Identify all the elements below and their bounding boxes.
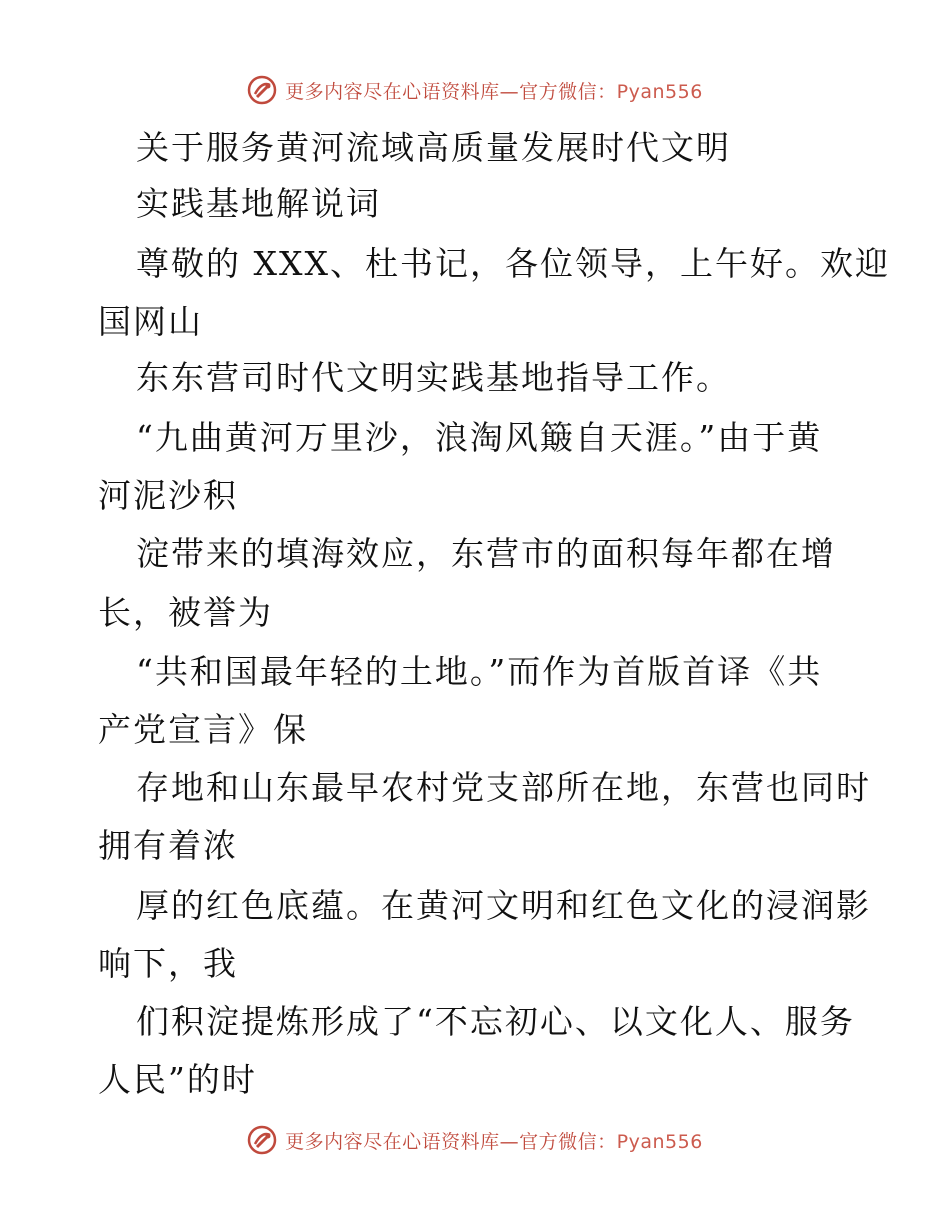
watermark-text: 更多内容尽在心语资料库—官方微信： [285,80,617,103]
text-line: 河泥沙积 [98,476,238,515]
text-line: 尊敬的 XXX、杜书记，各位领导，上午好。欢迎 [136,244,890,283]
text-line: 存地和山东最早农村党支部所在地，东营也同时 [136,768,871,807]
text-line: “九曲黄河万里沙，浪淘风簸自天涯。”由于黄 [136,418,823,457]
text-line: 人民”的时 [98,1060,257,1099]
text-line: 厚的红色底蕴。在黄河文明和红色文化的浸润影 [136,886,871,925]
header-watermark [0,70,950,110]
footer-watermark [0,1120,950,1160]
library-logo-icon [247,1125,277,1155]
title-line-2: 实践基地解说词 [136,184,381,223]
text-line: “共和国最年轻的土地。”而作为首版首译《共 [136,652,823,691]
text-line: 长，被誉为 [98,593,273,632]
text-line: 东东营司时代文明实践基地指导工作。 [136,358,731,397]
library-logo-icon [247,75,277,105]
text-line: 产党宣言》保 [98,710,308,749]
text-line: 响下，我 [98,944,238,983]
text-line: 淀带来的填海效应，东营市的面积每年都在增 [136,534,836,573]
text-line: 们积淀提炼形成了“不忘初心、以文化人、服务 [136,1002,855,1041]
watermark-id: Pyan556 [616,1130,703,1153]
watermark-id: Pyan556 [616,80,703,103]
text-line: 国网山 [98,302,203,341]
title-line-1: 关于服务黄河流域高质量发展时代文明 [136,128,731,167]
watermark-text: 更多内容尽在心语资料库—官方微信： [285,1130,617,1153]
text-line: 拥有着浓 [98,826,238,865]
